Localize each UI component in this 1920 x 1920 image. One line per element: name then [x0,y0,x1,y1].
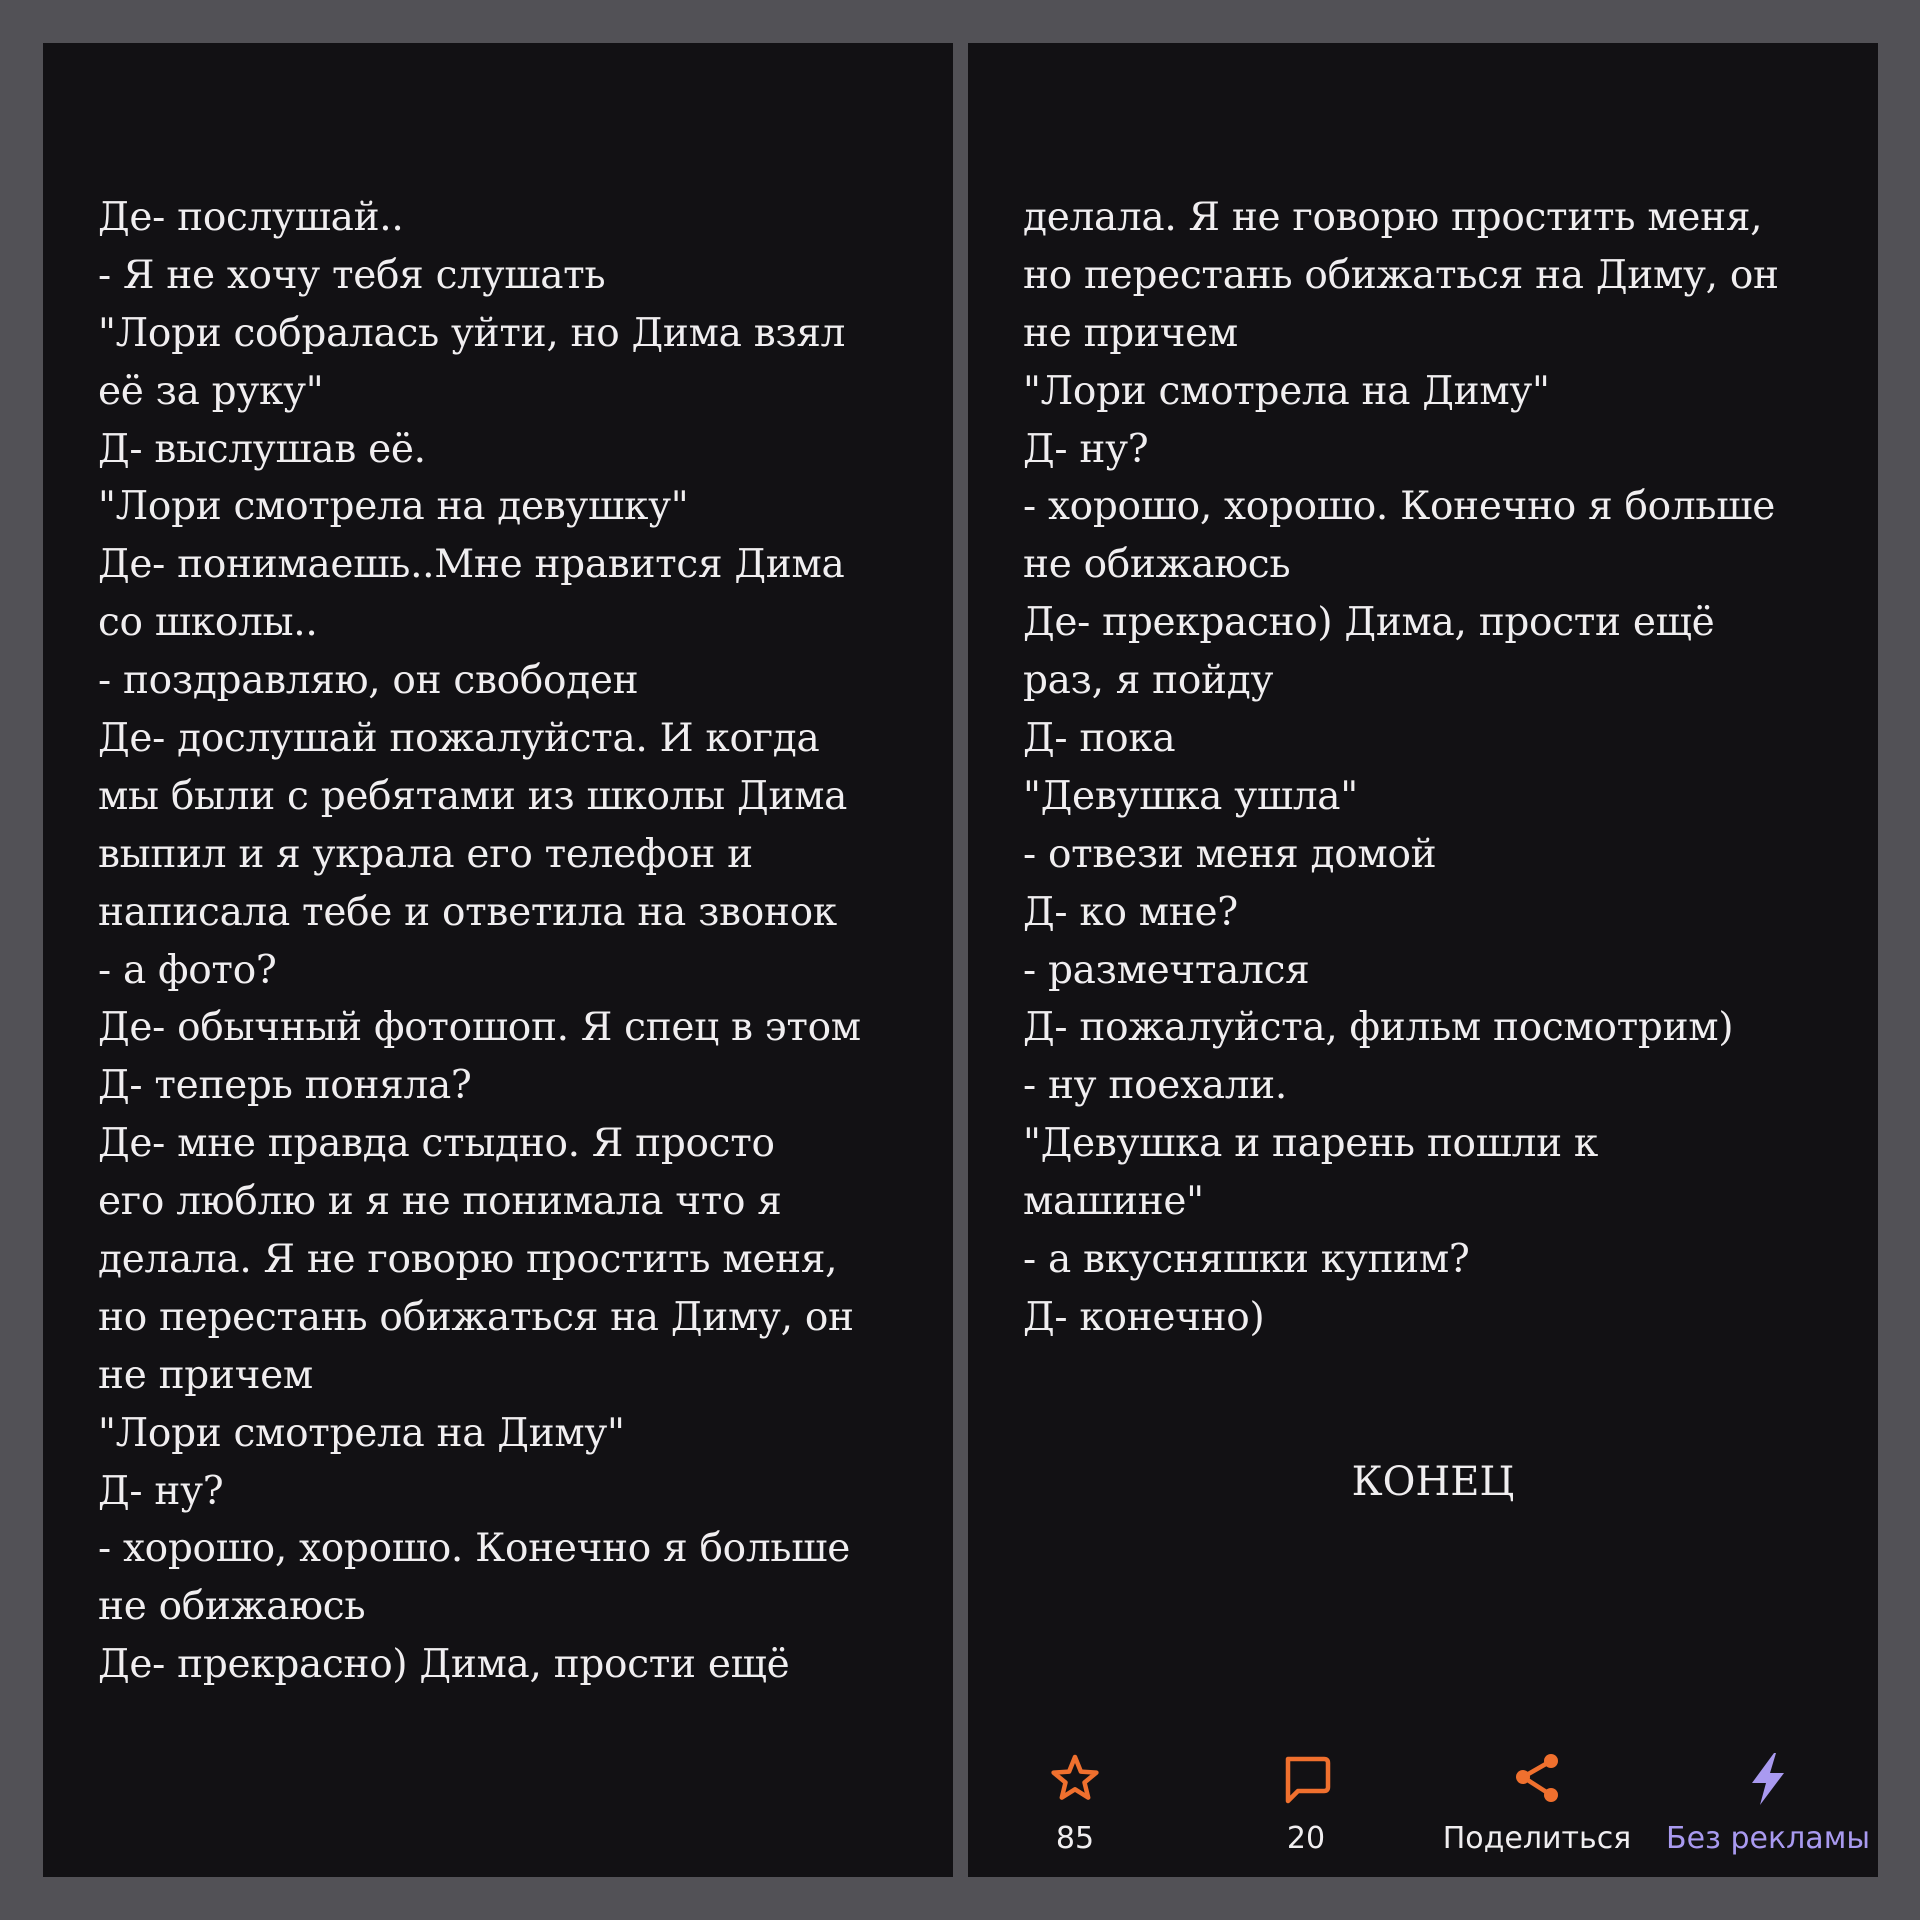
story-line: Д- теперь поняла? [98,1063,472,1109]
story-line: - а фото? [98,947,277,993]
story-line: не причем [98,1352,313,1398]
no-ads-button[interactable] [1653,1749,1883,1856]
story-line: Де- обычный фотошоп. Я спец в этом [98,1005,861,1051]
story-line: не обижаюсь [1023,542,1291,588]
story-line: Д- пожалуйста, фильм посмотрим) [1023,1005,1734,1051]
story-line: Де- прекрасно) Дима, прости ещё [98,1642,790,1688]
story-line: но перестань обижаться на Диму, он [98,1294,854,1340]
story-line: Д- ко мне? [1023,889,1238,935]
story-line: Д- пока [1023,716,1176,762]
story-line: Д- ну? [98,1468,224,1514]
star-count: 85 [1055,1821,1095,1856]
star-button[interactable] [960,1749,1190,1856]
story-line: делала. Я не говорю простить меня, [98,1237,838,1283]
story-line: - хорошо, хорошо. Конечно я больше [98,1526,850,1572]
story-line: - размечтался [1023,947,1310,993]
share-button[interactable] [1422,1749,1652,1856]
story-line: Де- послушай.. [98,195,404,240]
story-line: Д- выслушав её. [98,426,426,472]
story-line: - ну поехали. [1023,1063,1287,1109]
story-line: его люблю и я не понимала что я [98,1179,782,1225]
comment-icon [1276,1749,1336,1809]
story-line: Де- мне правда стыдно. Я просто [98,1121,775,1167]
story-line: "Лори смотрела на Диму" [1023,368,1550,414]
story-line: раз, я пойду [1023,658,1274,704]
story-line: - поздравляю, он свободен [98,658,639,704]
no-ads-label: Без рекламы [1665,1821,1871,1856]
story-line: - а вкусняшки купим? [1023,1237,1470,1283]
end-title: КОНЕЦ [1351,1459,1515,1505]
story-page-right [968,43,1878,1877]
story-line: делала. Я не говорю простить меня, [1023,195,1763,240]
star-icon [1045,1749,1105,1809]
story-line: Де- дослушай пожалуйста. И когда [98,716,820,762]
story-page-left [43,43,953,1877]
story-text [1023,189,1863,1347]
story-line: выпил и я украла его телефон и [98,831,753,877]
story-line: Де- понимаешь..Мне нравится Дима [98,542,845,588]
story-line: Д- ну? [1023,426,1149,472]
story-line: "Лори собралась уйти, но Дима взял [98,310,846,356]
story-line: но перестань обижаться на Диму, он [1023,252,1779,298]
story-line: Д- конечно) [1023,1294,1265,1340]
story-line: - Я не хочу тебя слушать [98,252,606,298]
story-line: мы были с ребятами из школы Дима [98,773,848,819]
story-line: - отвези меня домой [1023,831,1437,877]
story-line: "Лори смотрела на Диму" [98,1410,625,1456]
story-line: "Девушка и парень пошли к [1023,1121,1598,1167]
story-text [98,189,938,1694]
comment-count: 20 [1286,1821,1326,1856]
story-line: не причем [1023,310,1238,356]
lightning-icon [1738,1749,1798,1809]
story-line: - хорошо, хорошо. Конечно я больше [1023,484,1775,530]
share-label: Поделиться [1442,1821,1632,1856]
share-icon [1507,1749,1567,1809]
story-line: со школы.. [98,600,318,646]
story-line: её за руку" [98,368,324,414]
comments-button[interactable] [1191,1749,1421,1856]
story-line: "Лори смотрела на девушку" [98,484,689,530]
story-line: написала тебе и ответила на звонок [98,889,837,935]
story-line: Де- прекрасно) Дима, прости ещё [1023,600,1715,646]
story-line: машине" [1023,1179,1204,1225]
story-line: "Девушка ушла" [1023,773,1358,819]
story-line: не обижаюсь [98,1584,366,1630]
action-bar [968,1749,1878,1859]
